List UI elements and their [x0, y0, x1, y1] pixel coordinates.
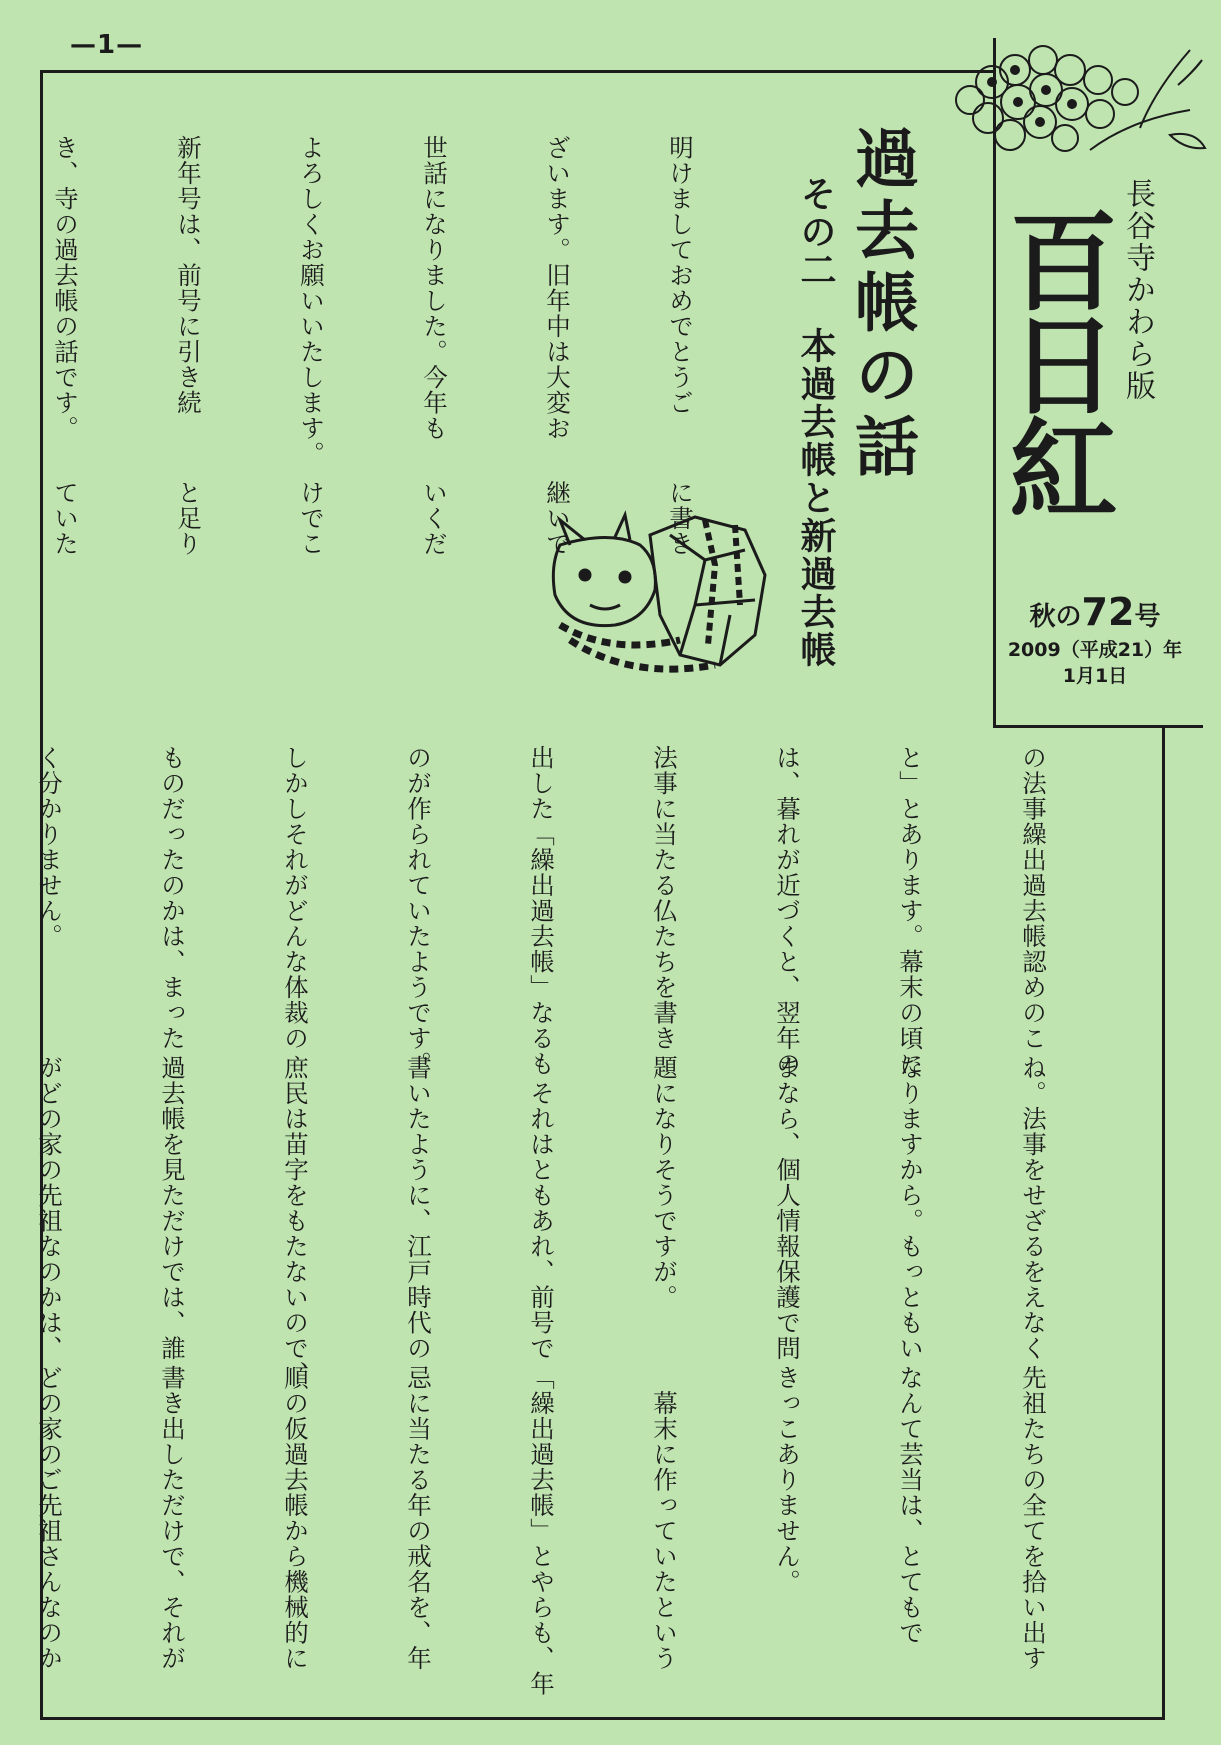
text-block-upper-right — [0, 480, 783, 750]
page-number: —1— — [70, 30, 144, 60]
body-line: に書き — [666, 480, 695, 557]
body-line: ね。法事をせざるをえなく — [1019, 1055, 1048, 1361]
body-line: まなら、個人情報保護で問 — [773, 1055, 802, 1361]
text-block-bottom — [0, 1365, 1136, 1697]
body-line: それはともあれ、前号で — [527, 1055, 556, 1361]
body-line: は、暮れが近づくと、翌年の — [773, 745, 802, 1077]
body-line: 先祖たちの全てを拾い出す — [1019, 1365, 1048, 1671]
issue-number: 72 — [1081, 590, 1135, 634]
article-subtitle: その二 本過去帳と新過去帳 — [795, 175, 836, 669]
body-line: 書いたように、江戸時代の — [404, 1055, 433, 1361]
masthead-subtitle: 長谷寺かわら版 — [1120, 178, 1155, 402]
body-line: のが作られていたようです。 — [404, 745, 433, 1077]
issue-suffix: 号 — [1134, 602, 1161, 632]
body-line: ものだったのかは、まった — [158, 745, 187, 1051]
body-line: 忌に当たる年の戒名を、年 — [404, 1365, 433, 1671]
body-line: 庶民は苗字をもたないので、 — [281, 1055, 310, 1387]
body-line: 明けましておめでとうご — [666, 135, 695, 416]
issue-number-line — [1000, 590, 1190, 634]
body-line: なりますから。もっともい — [896, 1055, 925, 1361]
body-line: しかしそれがどんな体裁の — [281, 745, 310, 1051]
issue-label: 秋の — [1029, 602, 1082, 632]
issue-date-line-2: 1月1日 — [1062, 664, 1128, 687]
issue-info — [1000, 590, 1190, 689]
issue-date-line-1: 2009（平成21）年 — [1007, 639, 1183, 661]
body-line: いくだ — [420, 480, 449, 557]
body-line: ていた — [51, 480, 80, 557]
body-line: の法事繰出過去帳認めのこ — [1019, 745, 1048, 1051]
body-line: 「繰出過去帳」とやらも、年 — [527, 1365, 556, 1697]
body-line: 継いで — [543, 480, 572, 557]
body-line: きっこありません。 — [773, 1365, 802, 1595]
body-line: なんて芸当は、とてもで — [896, 1365, 925, 1646]
body-line: 順の仮過去帳から機械的に — [281, 1365, 310, 1671]
crape-myrtle-illustration — [940, 30, 1210, 175]
body-line: 幕末に作っていたという — [650, 1365, 679, 1671]
body-line: どの家のご先祖さんなのか — [35, 1365, 64, 1671]
text-block-lower — [0, 1055, 1136, 1387]
body-line: く分かりません。 — [35, 745, 64, 949]
body-line: 法事に当たる仏たちを書き — [650, 745, 679, 1051]
text-block-middle — [0, 745, 1136, 1077]
body-line: 新年号は、前号に引き続 — [174, 135, 203, 416]
body-line: 世話になりました。今年も — [420, 135, 449, 441]
body-line: ざいます。旧年中は大変お — [543, 135, 572, 441]
body-line: き、寺の過去帳の話です。 — [51, 135, 80, 441]
body-line: と足り — [174, 480, 203, 557]
body-line: 書き出しただけで、それが — [158, 1365, 187, 1671]
body-line: 過去帳を見ただけでは、誰 — [158, 1055, 187, 1361]
body-line: がどの家の先祖なのかは、 — [35, 1055, 64, 1361]
body-line: と」とあります。幕末の頃に — [896, 745, 925, 1077]
body-line: 題になりそうですが。 — [650, 1055, 679, 1310]
article-title: 過去帳の話 — [844, 125, 918, 485]
masthead-logo: 百日紅 — [991, 205, 1117, 517]
body-line: 出した「繰出過去帳」なるも — [527, 745, 556, 1077]
body-line: よろしくお願いいたします。 — [297, 135, 326, 467]
body-line: けでこ — [297, 480, 326, 557]
